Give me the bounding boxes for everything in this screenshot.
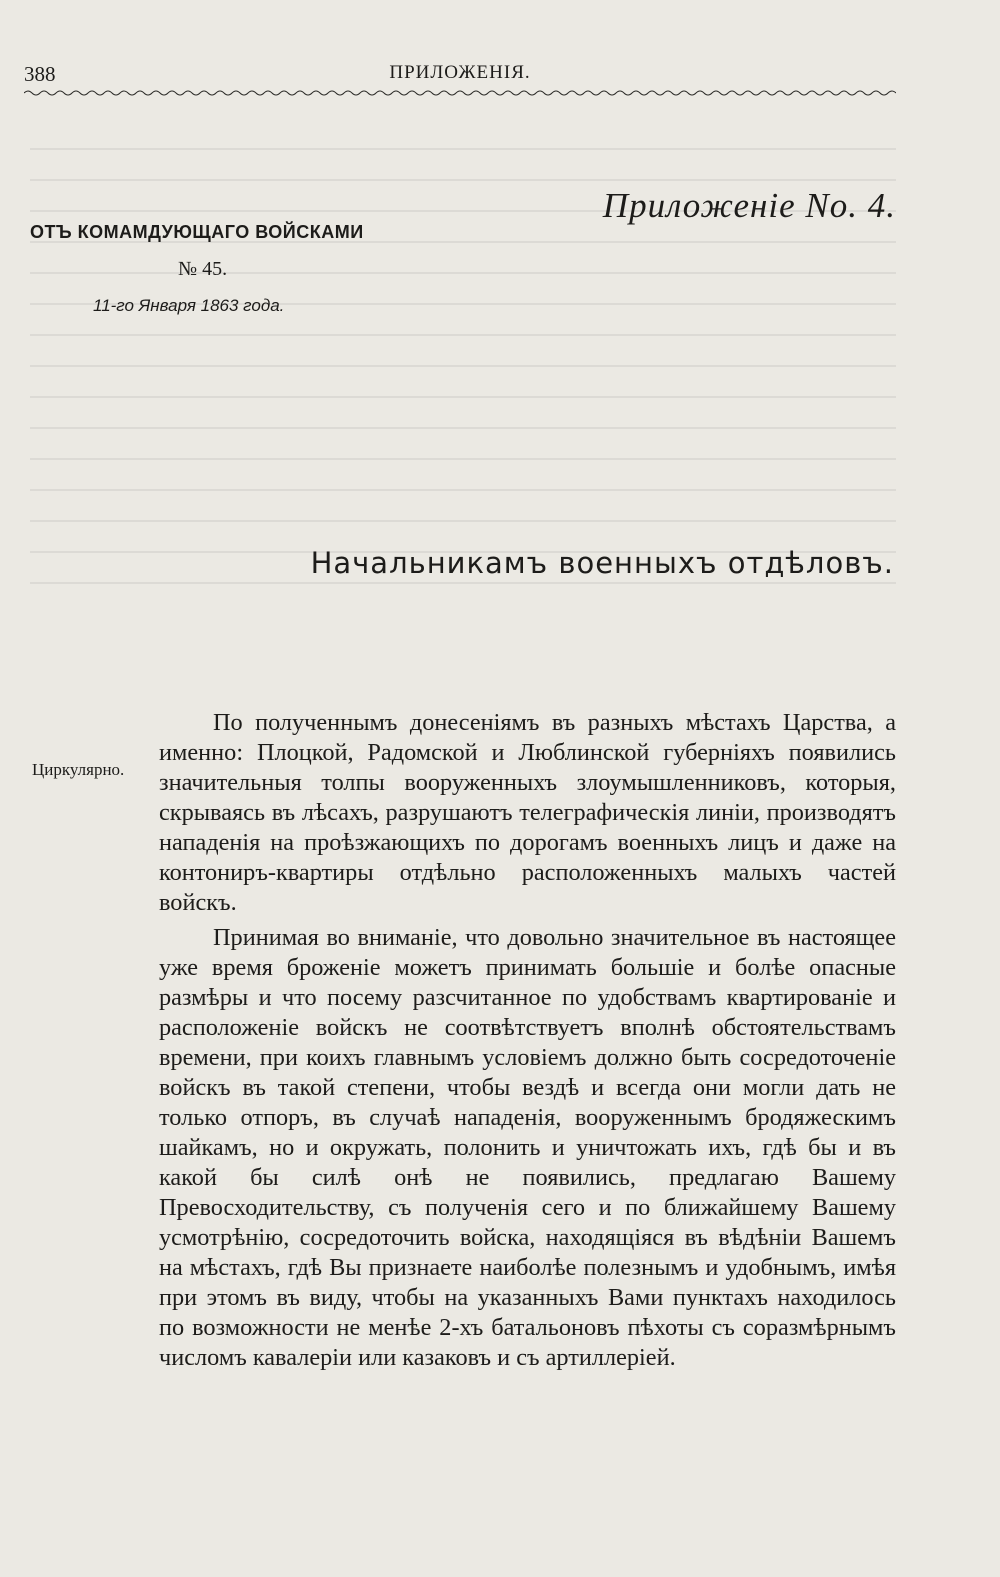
document-number: № 45.: [178, 258, 228, 280]
sender-line: ОТЪ КОМАМДУЮЩАГО ВОЙСКАМИ: [30, 222, 364, 242]
paragraph: Принимая во вниманіе, что довольно значительное въ настоящее уже время броженіе можетъ принимать большіе и болѣе опасные размѣры и что посему разсчитанное по удобствамъ квартированіе и расположеніе войскъ не соотвѣтствуетъ вполнѣ обстоятельствамъ времени, при коихъ главнымъ условіемъ должно быть сосредоточеніе войскъ въ такой степени, чтобы вездѣ и всегда они могли дать не только отпоръ, въ случаѣ нападенія, вооруженнымъ бродяжескимъ шайкамъ, но и окружать, полонить и уничтожать ихъ, гдѣ бы и въ какой бы силѣ онѣ не появились, предлагаю Вашему Превосходительству, съ полученія сего и по ближайшему Вашему усмотрѣнію, сосредоточить войска, находящіяся въ вѣдѣніи Вашемъ на мѣстахъ, гдѣ Вы признаете наиболѣе полезнымъ и удобнымъ, имѣя при этомъ въ виду, чтобы на указанныхъ Вами пунктахъ находилось по возможности не менѣе 2-хъ батальоновъ пѣхоты съ соразмѣрнымъ числомъ кавалеріи или казаковъ и съ артиллеріей.: [159, 924, 896, 1371]
running-head: ПРИЛОЖЕНІЯ.: [389, 62, 531, 83]
body-text: [159, 708, 896, 1378]
addressee-heading: Начальникамъ военныхъ отдѣловъ.: [310, 546, 894, 580]
page-number: 388: [24, 62, 56, 86]
margin-note: Циркулярно.: [32, 760, 125, 779]
wavy-rule-divider: [24, 88, 896, 98]
appendix-title: Приложеніе No. 4.: [602, 186, 896, 225]
document-date: 11-го Января 1863 года.: [93, 296, 285, 315]
paragraph: По полученнымъ донесеніямъ въ разныхъ мѣстахъ Царства, а именно: Плоцкой, Радомской и Люблинской губерніяхъ появились значительныя толпы вооруженныхъ злоумышленниковъ, которыя, скрываясь въ лѣсахъ, разрушаютъ телеграфическія линіи, производятъ нападенія на проѣзжающихъ по дорогамъ военныхъ лицъ и даже на контониръ-квартиры отдѣльно расположенныхъ малыхъ частей войскъ.: [159, 709, 896, 916]
